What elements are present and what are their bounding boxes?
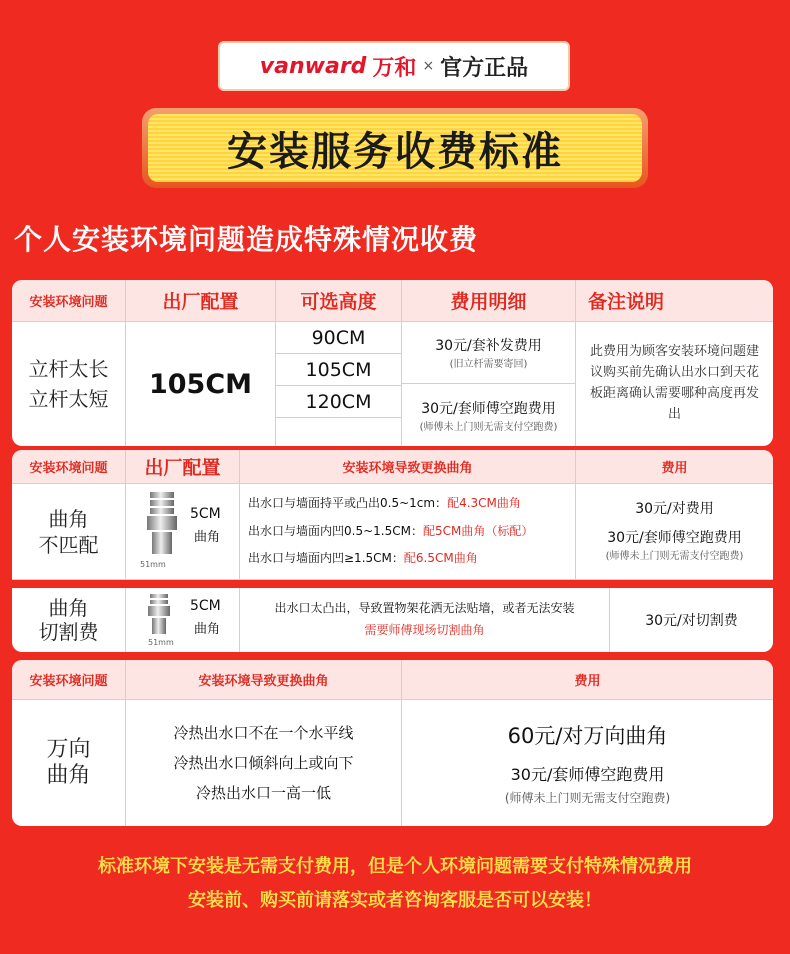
fee-resend [402,322,576,384]
issue-cell [12,322,126,446]
header-factory: 出厂配置 [126,450,240,484]
size-value: 5CM [190,598,221,614]
vanward-logo: vanward [259,53,367,79]
table-height [12,280,773,446]
condition-item: 出水口与墙面持平或凸出0.5~1cm：配4.3CM曲角 [248,496,521,511]
elbow-pipe-icon [144,492,180,558]
size-value: 5CM [190,506,221,522]
official-label: 官方正品 [440,55,529,81]
fee-cell [402,700,773,826]
condition-item: 冷热出水口一高一低 [195,784,331,802]
fee-text: 30元/套师傅空跑费用 [510,765,665,784]
remark-cell [576,322,773,446]
fee-text: 30元/套补发费用 [435,338,542,354]
cut-desc: 出水口太凸出，导致置物架花洒无法贴墙，或者无法安装 [274,601,575,616]
issue-line: 万向 [46,736,91,762]
header-fee: 费用 [576,450,773,484]
brand-separator: × [422,58,435,74]
footer-notice: 标准环境下安装是无需支付费用，但是个人环境问题需要支付特殊情况费用 [98,856,692,877]
brand-cn-name: 万和 [372,55,417,81]
issue-line: 不匹配 [38,532,99,557]
elbow-pipe-icon [146,594,172,636]
elbow-spec [126,588,240,652]
condition-item: 冷热出水口不在一个水平线 [173,724,354,742]
dimension-label: 51mm [140,560,166,569]
fee-note: (旧立杆需要寄回) [449,359,528,370]
issue-line: 切割费 [38,620,99,644]
header-fee: 费用明细 [402,280,576,322]
fee-text: 30元/对费用 [635,501,714,518]
header-change: 安装环境导致更换曲角 [126,660,402,700]
condition-item: 出水口与墙面内凹0.5~1.5CM：配5CM曲角（标配） [248,523,534,538]
header-height: 可选高度 [276,280,402,322]
header-factory: 出厂配置 [126,280,276,322]
condition-highlight: 配6.5CM曲角 [403,551,478,566]
footer-notice: 安装前、购买前请落实或者咨询客服是否可以安装！ [188,890,602,911]
conditions-cell [126,700,402,826]
table-universal [12,660,773,826]
height-option: 90CM [276,322,402,354]
height-option: 120CM [276,386,402,418]
header-issue: 安装环境问题 [12,660,126,700]
issue-line: 曲角 [48,506,89,531]
brand-bar [218,41,570,91]
fee-note: (师傅未上门则无需支付空跑费) [504,791,671,805]
section-subtitle: 个人安装环境问题造成特殊情况收费 [14,223,479,256]
fee-trip [402,384,576,446]
header-change: 安装环境导致更换曲角 [240,450,576,484]
row-separator [12,580,773,588]
header-remark: 备注说明 [576,280,773,322]
fee-note: (师傅未上门则无需支付空跑费) [419,421,558,433]
issue-line: 曲角 [48,596,89,620]
issue-cell [12,700,126,826]
remark-text: 此费用为顾客安装环境问题建议购买前先确认出水口到天花板距离确认需要哪种高度再发出 [589,344,759,422]
header-issue: 安装环境问题 [12,450,126,484]
condition-highlight: 配4.3CM曲角 [447,496,521,511]
banner-title: 安装服务收费标准 [148,114,642,182]
cut-desc-cell [240,588,610,652]
elbow-spec [126,484,240,580]
dimension-label: 51mm [148,638,174,647]
table-elbow [12,450,773,652]
factory-value: 105CM [126,322,276,446]
fee-main: 60元/对万向曲角 [507,724,668,748]
size-label: 曲角 [194,622,221,637]
issue-cell [12,484,126,580]
fee-note: (师傅未上门则无需支付空跑费) [605,550,744,562]
issue-line: 立杆太短 [28,387,109,411]
condition-item: 出水口与墙面内凹≥1.5CM：配6.5CM曲角 [248,551,478,566]
condition-item: 冷热出水口倾斜向上或向下 [173,754,354,772]
title-banner [142,108,648,188]
height-empty [276,418,402,446]
conditions-cell [240,484,576,580]
height-option: 105CM [276,354,402,386]
condition-highlight: 配5CM曲角（标配） [422,523,534,538]
size-label: 曲角 [194,530,221,545]
fee-text: 30元/套师傅空跑费用 [421,400,556,417]
fee-text: 30元/套师傅空跑费用 [607,529,742,546]
header-fee: 费用 [402,660,773,700]
cut-desc-highlight: 需要师傅现场切割曲角 [364,623,485,637]
header-issue: 安装环境问题 [12,280,126,322]
fee-cell [576,484,773,580]
issue-cell [12,588,126,652]
issue-line: 曲角 [46,763,91,788]
cut-fee: 30元/对切割费 [645,613,738,629]
issue-line: 立杆太长 [28,357,109,381]
